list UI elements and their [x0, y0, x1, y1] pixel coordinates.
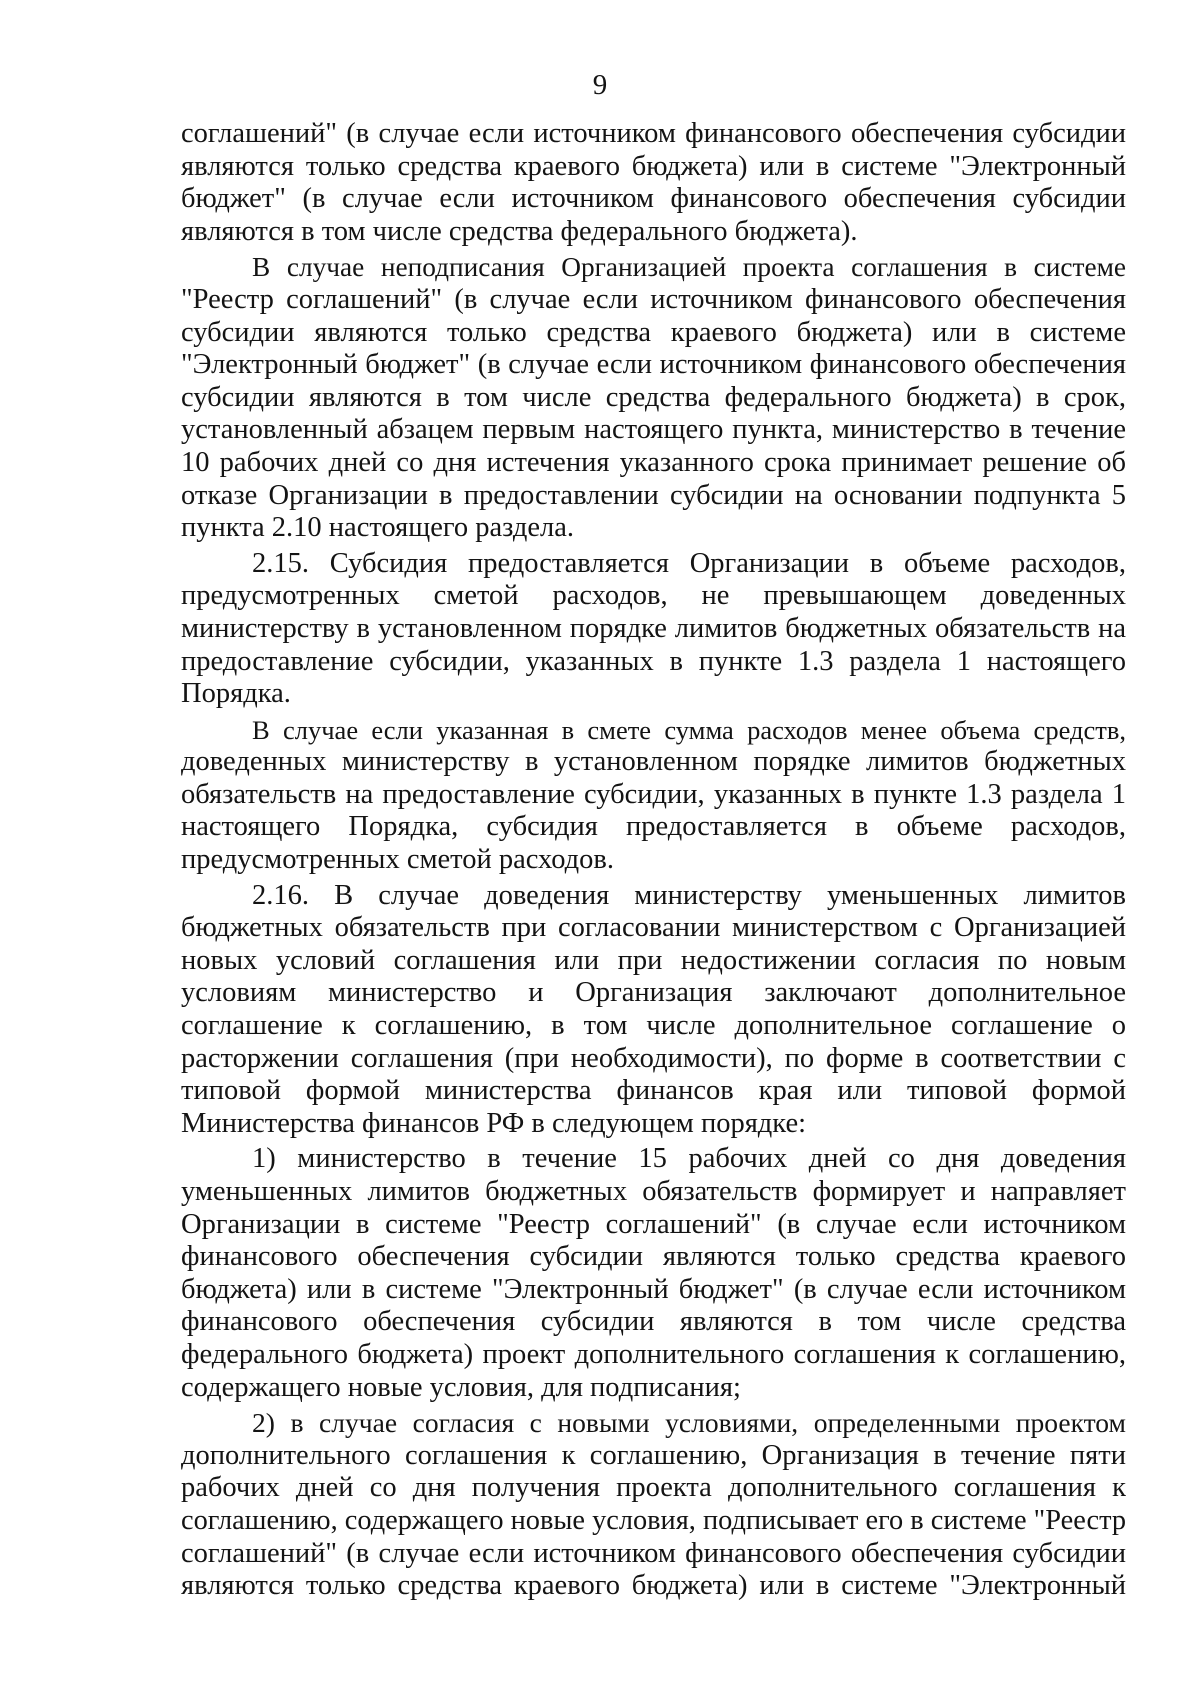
paragraph — [181, 1143, 1126, 1404]
page-number: 9 — [592, 69, 608, 101]
text-line: 10 рабочих дней со дня истечения указанного срока принимает решение об — [181, 446, 1126, 478]
text-line: федерального бюджета) проект дополнительного соглашения к соглашению, — [181, 1338, 1126, 1370]
text-line: предоставление субсидии, указанных в пункте 1.3 раздела 1 настоящего — [181, 645, 1126, 677]
paragraph — [181, 548, 1126, 711]
paragraph — [181, 880, 1126, 1141]
text-line: 1) министерство в течение 15 рабочих дней со дня доведения — [252, 1143, 1126, 1175]
text-line: субсидии являются в том числе средства федерального бюджета) в срок, — [181, 381, 1126, 413]
text-line: расторжении соглашения (при необходимости), по форме в соответствии с — [181, 1042, 1126, 1074]
text-line: Министерства финансов РФ в следующем порядке: — [181, 1107, 807, 1139]
text-line: финансового обеспечения субсидии являются только средства краевого — [181, 1241, 1126, 1273]
text-line: предусмотренных сметой расходов. — [181, 844, 614, 876]
text-line: рабочих дней со дня получения проекта дополнительного соглашения к — [181, 1472, 1126, 1504]
text-line: отказе Организации в предоставлении субсидии на основании подпункта 5 — [181, 479, 1126, 511]
text-line: бюджетных обязательств при согласовании министерством с Организацией — [181, 912, 1126, 944]
text-line: предусмотренных сметой расходов, не превышающем доведенных — [181, 580, 1126, 612]
paragraph — [181, 714, 1126, 877]
text-line: 2.15. Субсидия предоставляется Организации в объеме расходов, — [252, 547, 1126, 579]
text-line: соглашению, содержащего новые условия, подписывает его в системе "Реестр — [181, 1504, 1126, 1536]
text-line: В случае если указанная в смете сумма расходов менее объема средств, — [252, 714, 1126, 745]
text-line: типовой формой министерства финансов края или типовой формой — [181, 1075, 1126, 1107]
text-line: доведенных министерству в установленном порядке лимитов бюджетных — [181, 746, 1126, 778]
paragraph — [181, 251, 1126, 544]
document-body — [181, 118, 1126, 1603]
text-line: условиям министерство и Организация заключают дополнительное — [181, 977, 1126, 1009]
text-line: "Реестр соглашений" (в случае если источником финансового обеспечения — [181, 283, 1126, 315]
text-line: настоящего Порядка, субсидия предоставляется в объеме расходов, — [181, 811, 1126, 843]
text-line: обязательств на предоставление субсидии, указанных в пункте 1.3 раздела 1 — [181, 778, 1126, 810]
text-line: пункта 2.10 настоящего раздела. — [181, 512, 574, 544]
text-line: субсидии являются только средства краевого бюджета) или в системе — [181, 316, 1126, 348]
text-line: являются в том числе средства федерального бюджета). — [181, 215, 858, 247]
text-line: соглашений" (в случае если источником финансового обеспечения субсидии — [181, 118, 1126, 149]
text-line: установленный абзацем первым настоящего пункта, министерство в течение — [181, 414, 1126, 446]
text-line: соглашений" (в случае если источником финансового обеспечения субсидии — [181, 1537, 1126, 1569]
text-line: "Электронный бюджет" (в случае если источником финансового обеспечения — [181, 349, 1126, 381]
text-line: являются только средства краевого бюджета) или в системе "Электронный — [181, 150, 1126, 182]
text-line: 2) в случае согласия с новыми условиями, определенными проектом — [252, 1407, 1126, 1439]
text-line: дополнительного соглашения к соглашению, Организация в течение пяти — [181, 1439, 1126, 1471]
text-line: содержащего новые условия, для подписания; — [181, 1371, 741, 1403]
paragraph — [181, 118, 1126, 248]
text-line: министерству в установленном порядке лимитов бюджетных обязательств на — [181, 612, 1126, 644]
text-line: Организации в системе "Реестр соглашений" (в случае если источником — [181, 1208, 1126, 1240]
text-line: финансового обеспечения субсидии являются в том числе средства — [181, 1306, 1126, 1338]
text-line: бюджета) или в системе "Электронный бюджет" (в случае если источником — [181, 1273, 1126, 1305]
text-line: Порядка. — [181, 678, 291, 710]
text-line: 2.16. В случае доведения министерству уменьшенных лимитов — [252, 879, 1126, 911]
text-line: являются только средства краевого бюджета) или в системе "Электронный — [181, 1570, 1126, 1602]
text-line: бюджет" (в случае если источником финансового обеспечения субсидии — [181, 183, 1126, 215]
text-line: новых условий соглашения или при недостижении согласия по новым — [181, 944, 1126, 976]
text-line: соглашение к соглашению, в том числе дополнительное соглашение о — [181, 1010, 1126, 1042]
text-line: В случае неподписания Организацией проекта соглашения в системе — [252, 252, 1126, 283]
text-line: уменьшенных лимитов бюджетных обязательств формирует и направляет — [181, 1176, 1126, 1207]
paragraph — [181, 1407, 1126, 1603]
